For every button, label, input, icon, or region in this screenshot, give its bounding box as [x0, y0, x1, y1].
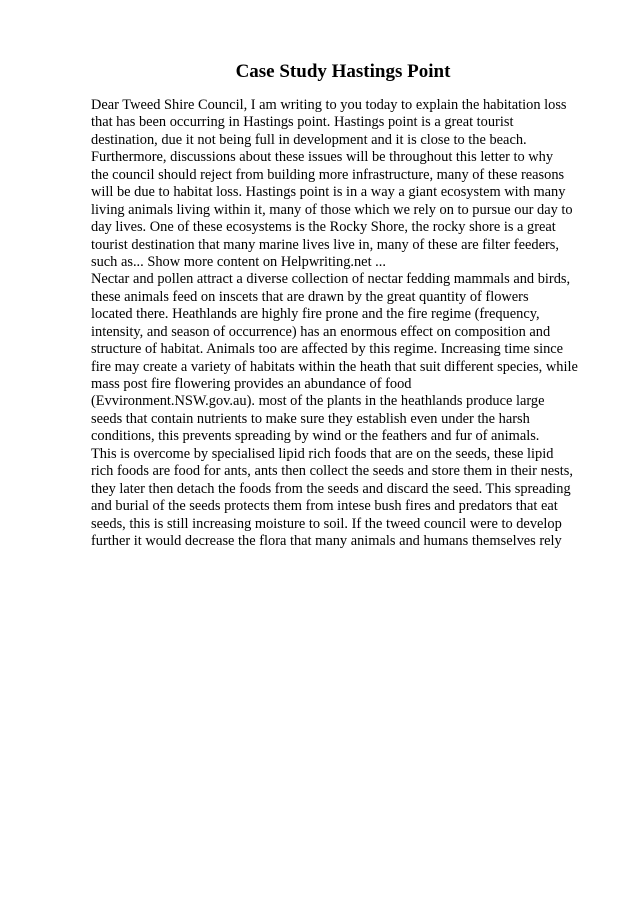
body-line: intensity, and season of occurrence) has an enormous effect on composition and: [91, 323, 551, 340]
body-line: (Evvironment.NSW.gov.au). most of the plants in the heathlands produce large: [91, 393, 545, 410]
body-line: Nectar and pollen attract a diverse collection of nectar fedding mammals and birds,: [91, 271, 571, 288]
body-line: destination, due it not being full in development and it is close to the beach.: [91, 131, 527, 148]
body-line: structure of habitat. Animals too are affected by this regime. Increasing time since: [91, 341, 564, 358]
body-line: they later then detach the foods from the seeds and discard the seed. This spreading: [91, 480, 571, 497]
body-line: and burial of the seeds protects them from intese bush fires and predators that eat: [91, 498, 558, 515]
body-line: tourist destination that many marine lives live in, many of these are filter feeders,: [91, 236, 559, 253]
body-line: day lives. One of these ecosystems is the Rocky Shore, the rocky shore is a great: [91, 219, 556, 236]
body-line: the council should reject from building more infrastructure, many of these reasons: [91, 166, 565, 183]
body-line: living animals living within it, many of those which we rely on to pursue our day to: [91, 201, 573, 218]
body-line: rich foods are food for ants, ants then collect the seeds and store them in their nests,: [91, 463, 573, 480]
document-title: Case Study Hastings Point: [235, 61, 451, 82]
body-line: located there. Heathlands are highly fire prone and the fire regime (frequency,: [91, 306, 540, 323]
document-body: [91, 97, 611, 550]
body-line: fire may create a variety of habitats within the heath that suit different species, while: [91, 358, 578, 375]
body-line: Dear Tweed Shire Council, I am writing to you today to explain the habitation loss: [91, 97, 567, 113]
body-line: Furthermore, discussions about these issues will be throughout this letter to why: [91, 149, 554, 166]
body-line: that has been occurring in Hastings point. Hastings point is a great tourist: [91, 114, 514, 131]
body-line: further it would decrease the flora that many animals and humans themselves rely: [91, 532, 562, 549]
body-line: This is overcome by specialised lipid rich foods that are on the seeds, these lipid: [91, 445, 554, 462]
body-line: conditions, this prevents spreading by wind or the feathers and fur of animals.: [91, 428, 540, 445]
body-line: will be due to habitat loss. Hastings point is in a way a giant ecosystem with many: [91, 184, 566, 201]
body-line: seeds that contain nutrients to make sure they establish even under the harsh: [91, 410, 530, 427]
body-line: these animals feed on inscets that are drawn by the great quantity of flowers: [91, 288, 529, 305]
body-line: mass post fire flowering provides an abundance of food: [91, 376, 412, 392]
body-line: seeds, this is still increasing moisture to soil. If the tweed council were to develop: [91, 515, 562, 532]
body-line: such as... Show more content on Helpwriting.net ...: [91, 253, 386, 270]
